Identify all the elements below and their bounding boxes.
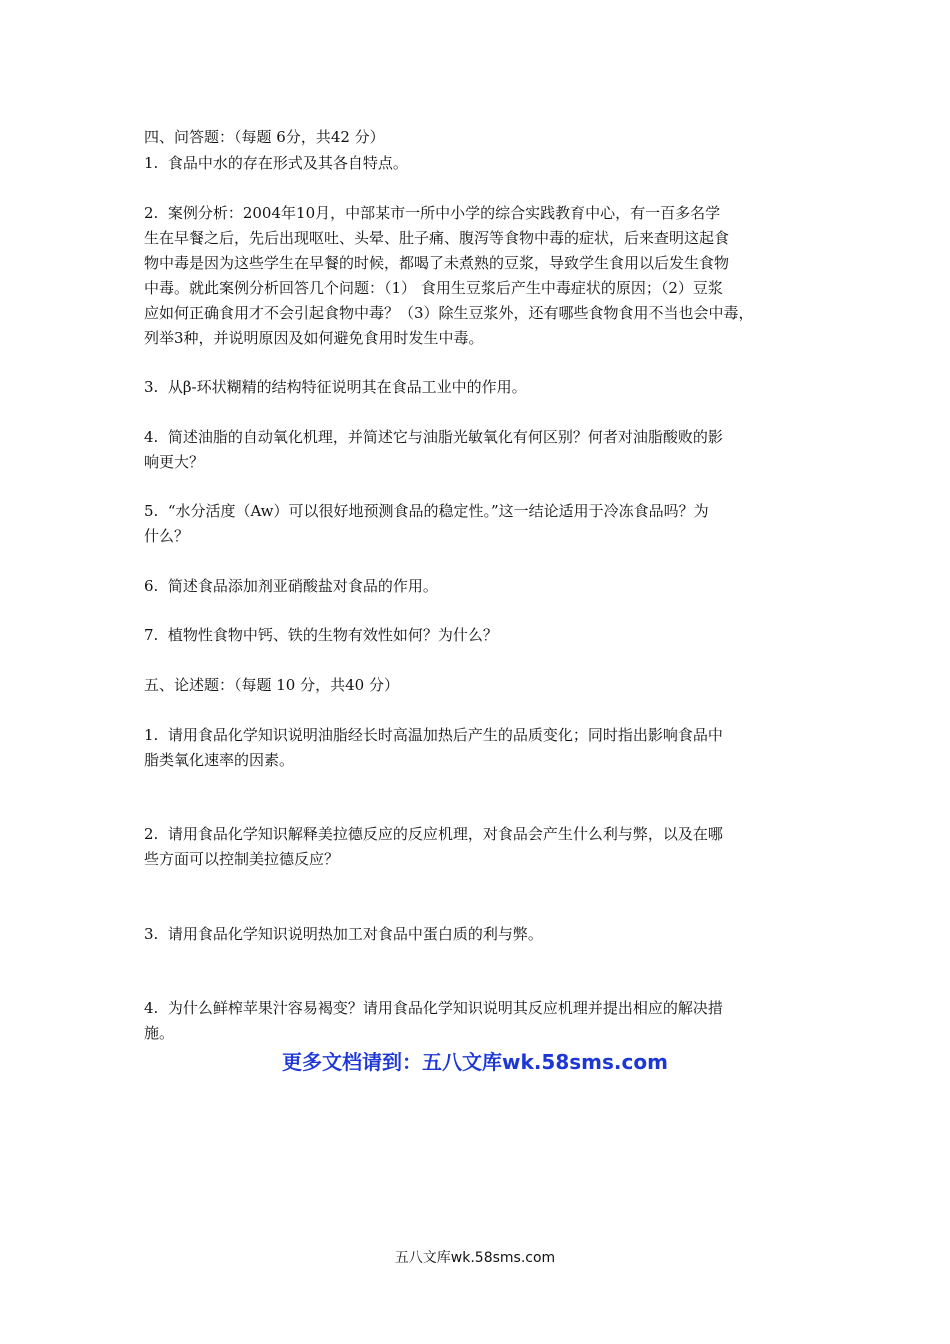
section4-heading: 四、问答题：（每题 6分，共42 分） — [144, 128, 385, 146]
section5-question-4-line-2: 施。 — [144, 1024, 175, 1042]
section5-question-4-line-1: 4. 为什么鲜榨苹果汁容易褐变？请用食品化学知识说明其反应机理并提出相应的解决措 — [144, 999, 723, 1017]
section4-question-4-line-2: 响更大？ — [144, 453, 205, 471]
section4-question-2-line-2: 生在早餐之后，先后出现呕吐、头晕、肚子痛、腹泻等食物中毒的症状，后来查明这起食 — [144, 229, 730, 247]
section4-question-3: 3. 从β-环状糊精的结构特征说明其在食品工业中的作用。 — [144, 378, 527, 396]
section4-question-5-line-2: 什么？ — [144, 527, 190, 545]
section4-question-1: 1. 食品中水的存在形式及其各自特点。 — [144, 154, 408, 172]
section4-question-2-line-5: 应如何正确食用才不会引起食物中毒？（3）除生豆浆外，还有哪些食物食用不当也会中毒， — [144, 304, 754, 322]
section5-question-2-line-2: 些方面可以控制美拉德反应？ — [144, 850, 340, 868]
section4-question-6: 6. 简述食品添加剂亚硝酸盐对食品的作用。 — [144, 577, 438, 595]
section5-question-3: 3. 请用食品化学知识说明热加工对食品中蛋白质的利与弊。 — [144, 925, 543, 943]
promo-link[interactable]: 更多文档请到：五八文库wk.58sms.com — [282, 1050, 668, 1074]
section4-question-7: 7. 植物性食物中钙、铁的生物有效性如何？为什么？ — [144, 626, 498, 644]
section4-question-2-line-3: 物中毒是因为这些学生在早餐的时候，都喝了未煮熟的豆浆，导致学生食用以后发生食物 — [144, 254, 730, 272]
section5-question-1-line-1: 1. 请用食品化学知识说明油脂经长时高温加热后产生的品质变化；同时指出影响食品中 — [144, 726, 723, 744]
section4-question-5-line-1: 5. “水分活度（Aw）可以很好地预测食品的稳定性。”这一结论适用于冷冻食品吗？为 — [144, 502, 709, 520]
section4-question-4-line-1: 4. 简述油脂的自动氧化机理，并简述它与油脂光敏氧化有何区别？何者对油脂酸败的影 — [144, 428, 723, 446]
section4-question-2-line-6: 列举3种，并说明原因及如何避免食用时发生中毒。 — [144, 329, 484, 347]
section5-heading: 五、论述题：（每题 10 分，共40 分） — [144, 676, 399, 694]
section4-question-2-line-1: 2. 案例分析：2004年10月，中部某市一所中小学的综合实践教育中心，有一百多名学 — [144, 204, 721, 222]
section4-question-2-line-4: 中毒。就此案例分析回答几个问题：（1） 食用生豆浆后产生中毒症状的原因；（2）豆浆 — [144, 279, 723, 297]
section5-question-2-line-1: 2. 请用食品化学知识解释美拉德反应的反应机理，对食品会产生什么利与弊，以及在哪 — [144, 825, 723, 843]
section5-question-1-line-2: 脂类氧化速率的因素。 — [144, 751, 295, 769]
page-footer: 五八文库wk.58sms.com — [394, 1250, 556, 1266]
